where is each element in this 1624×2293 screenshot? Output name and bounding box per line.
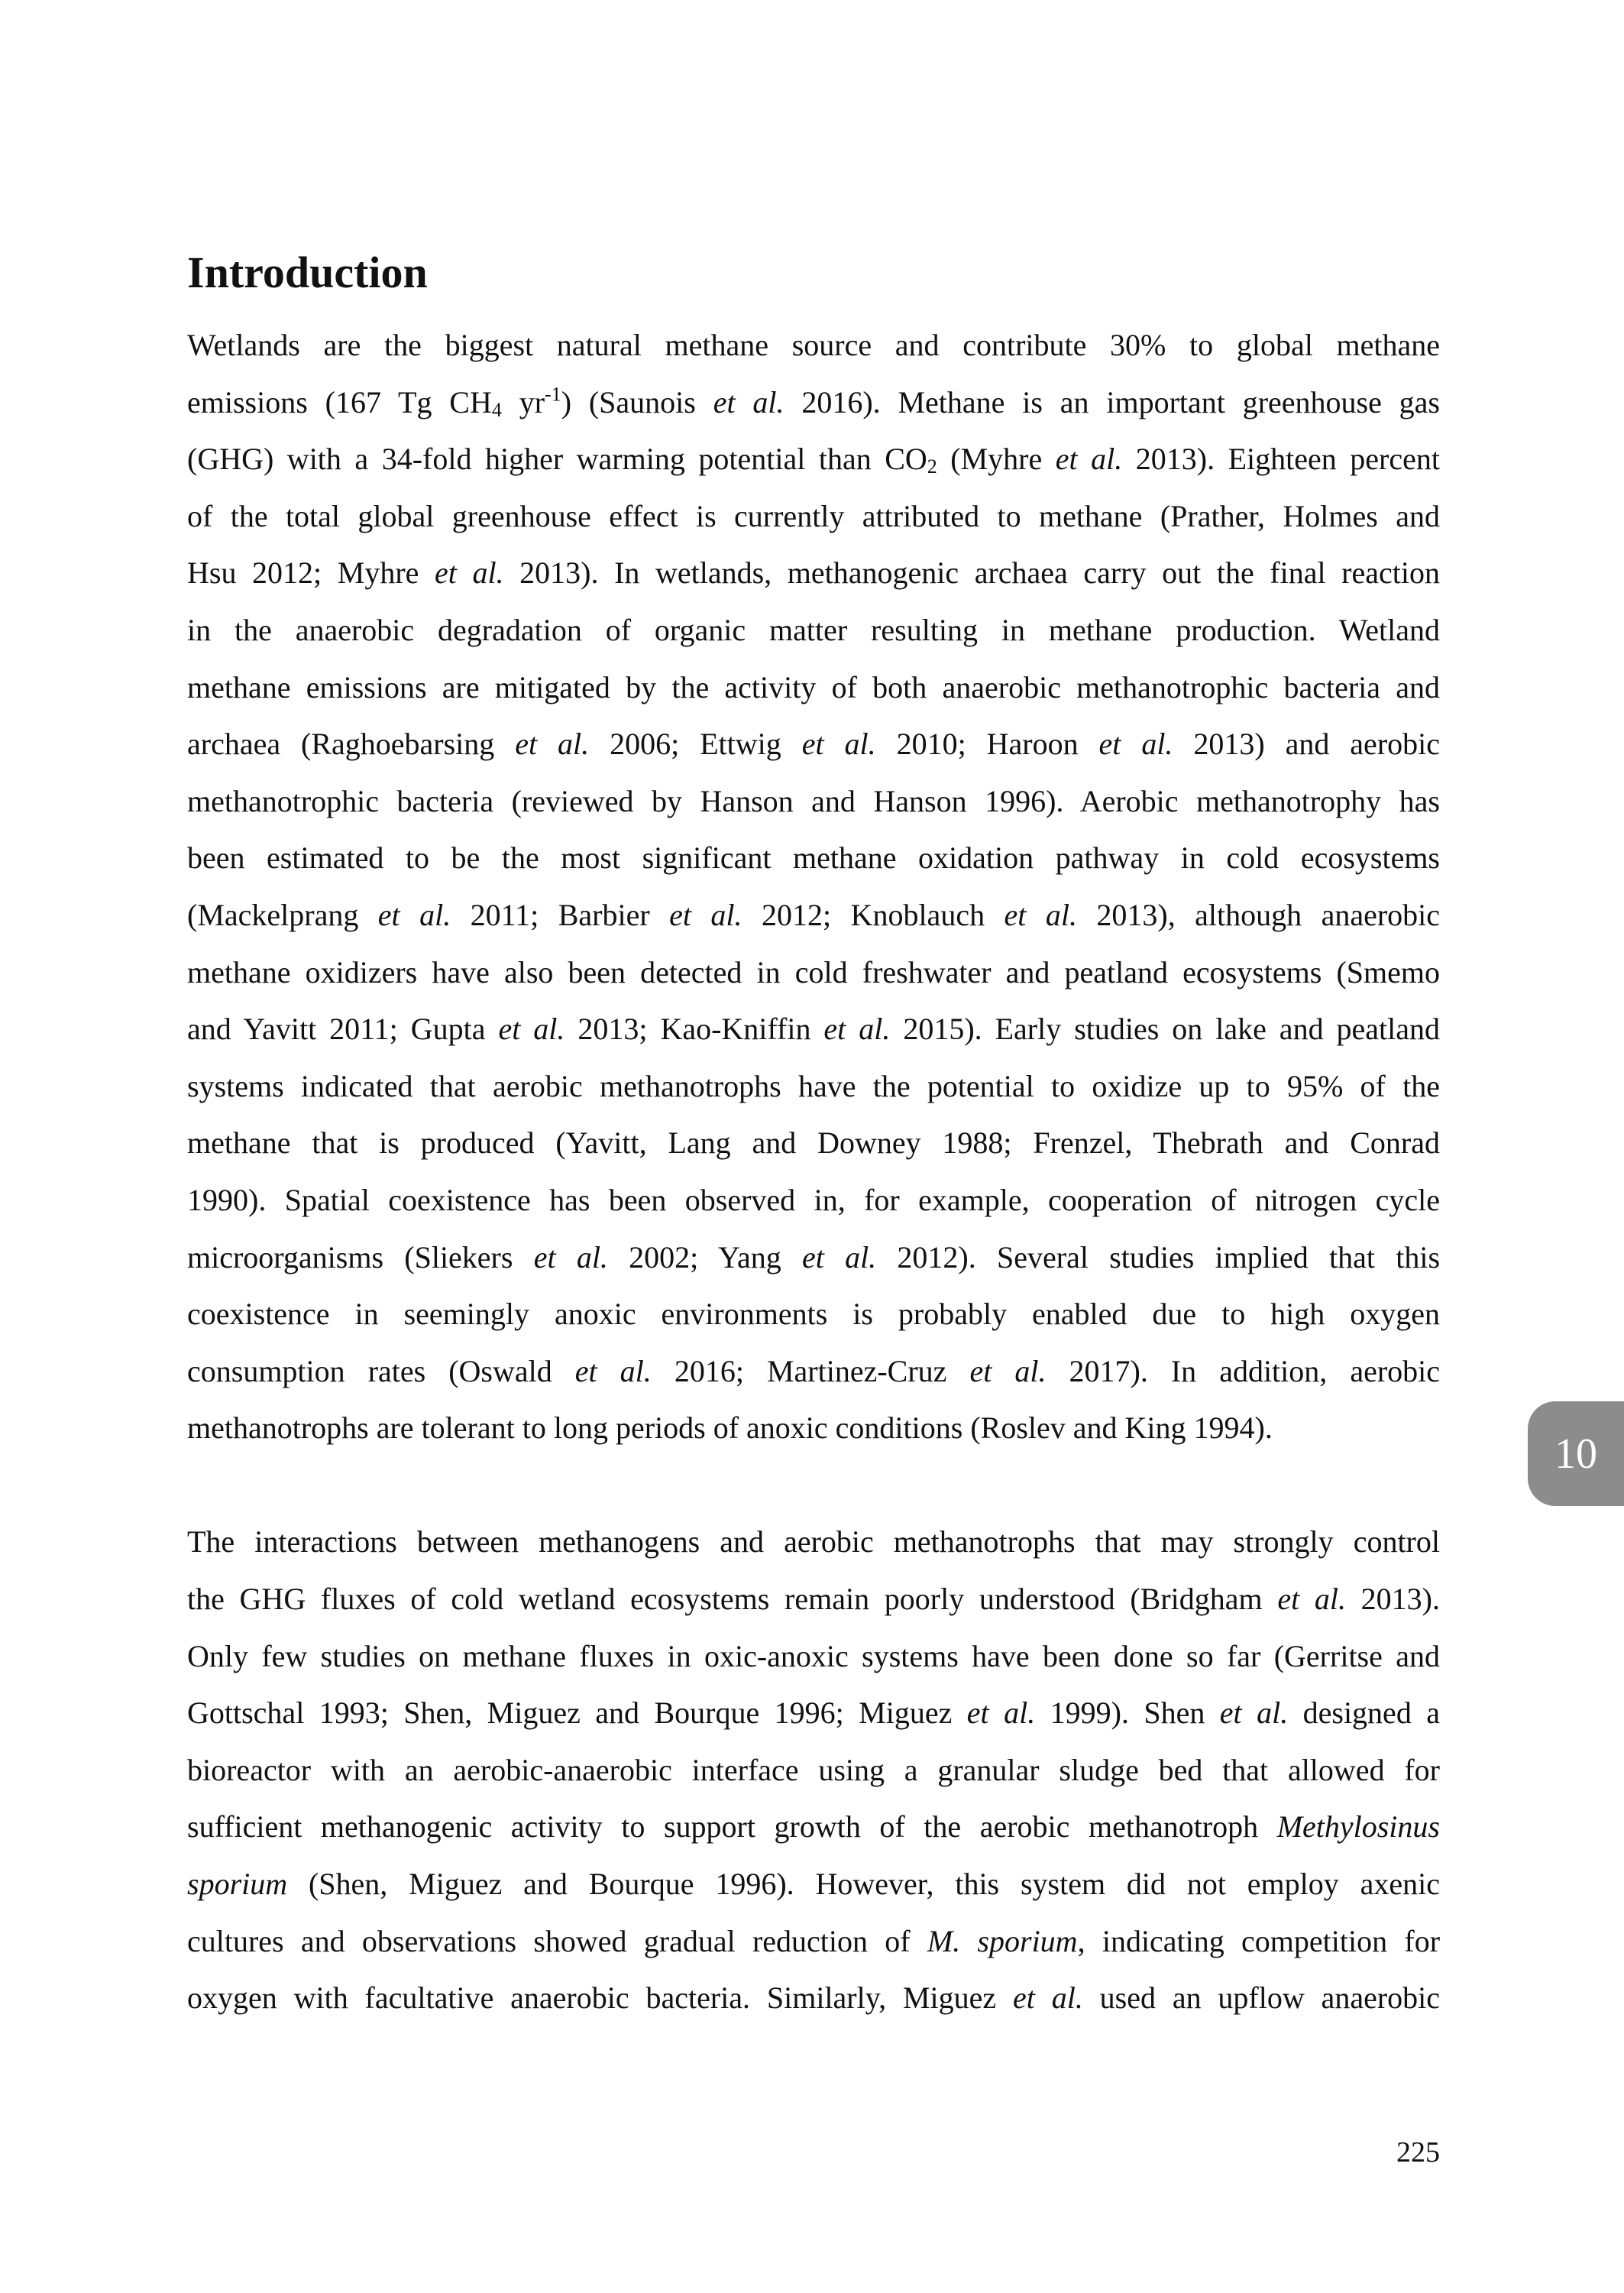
text-run: 1999). Shen — [1035, 1695, 1220, 1731]
superscript: -1 — [545, 383, 561, 405]
text-line — [187, 773, 1440, 831]
text-run: oxygen with facultative anaerobic bacteria. Similarly, Miguez — [187, 1980, 1013, 2016]
subscript: 4 — [491, 398, 502, 421]
italic-text: et al. — [434, 555, 504, 591]
text-line — [187, 1799, 1440, 1856]
italic-text: Methylosinus — [1276, 1809, 1440, 1844]
text-line — [187, 1286, 1440, 1343]
text-line — [187, 1685, 1440, 1742]
text-run: 2013). — [1346, 1582, 1440, 1617]
text-run: used an upflow anaerobic — [1082, 1980, 1440, 2016]
italic-text: et al. — [801, 727, 876, 762]
paragraph — [187, 1514, 1440, 2026]
text-run: cultures and observations showed gradual reduction of — [187, 1923, 927, 1958]
text-run: yr — [501, 384, 545, 419]
text-run: designed a — [1288, 1695, 1440, 1731]
italic-text: et al. — [1004, 897, 1077, 932]
text-run: consumption rates (Oswald — [187, 1353, 575, 1388]
text-run: the GHG fluxes of cold wetland ecosystems remain poorly understood (Bridgham — [187, 1582, 1278, 1617]
italic-text: et al. — [969, 1353, 1047, 1388]
text-run: 2006; Ettwig — [589, 727, 802, 762]
text-run: and Yavitt 2011; Gupta — [187, 1012, 499, 1047]
italic-text: et al. — [1277, 1582, 1346, 1617]
text-line — [187, 659, 1440, 717]
italic-text: et al. — [669, 897, 742, 932]
text-run: bioreactor with an aerobic-anaerobic interface using a granular sludge bed that allowed for — [187, 1752, 1440, 1787]
text-run: coexistence in seemingly anoxic environments is probably enabled due to high oxygen — [187, 1297, 1440, 1332]
text-line — [187, 1343, 1440, 1401]
text-run: 2013), although anaerobic — [1076, 897, 1440, 932]
paragraph — [187, 317, 1440, 1457]
text-run: methane emissions are mitigated by the activity of both anaerobic methanotrophic bacteria and — [187, 669, 1440, 704]
text-run: (Mackelprang — [187, 897, 378, 932]
text-run: 2013). In wetlands, methanogenic archaea carry out the final reaction — [503, 555, 1440, 591]
text-run: Hsu 2012; Myhre — [187, 555, 435, 591]
text-run: been estimated to be the most significant methane oxidation pathway in cold ecosystems — [187, 840, 1440, 876]
text-run: methanotrophic bacteria (reviewed by Hanson and Hanson 1996). Aerobic methanotrophy has — [187, 783, 1440, 818]
text-line — [187, 1229, 1440, 1287]
text-line — [187, 830, 1440, 887]
text-run: emissions (167 Tg CH — [187, 384, 492, 419]
italic-text: et al. — [1013, 1980, 1083, 2016]
text-run: 2015). Early studies on lake and peatland — [890, 1012, 1440, 1047]
page-number: 225 — [1396, 2136, 1440, 2168]
text-line — [187, 602, 1440, 659]
text-line — [187, 1172, 1440, 1229]
text-run: 2016). Methane is an important greenhouse gas — [784, 384, 1440, 419]
text-run: 2011; Barbier — [451, 897, 670, 932]
text-run: , indicating competition for — [1077, 1923, 1440, 1958]
italic-text: et al. — [377, 897, 451, 932]
italic-text: M. sporium — [927, 1923, 1078, 1958]
text-run: in the anaerobic degradation of organic matter resulting in methane production. Wetland — [187, 612, 1440, 647]
text-run: 2010; Haroon — [875, 727, 1099, 762]
italic-text: et al. — [966, 1695, 1036, 1731]
text-run: Gottschal 1993; Shen, Miguez and Bourque 1996; Miguez — [187, 1695, 967, 1731]
text-line — [187, 1856, 1440, 1913]
italic-text: et al. — [498, 1012, 565, 1047]
text-line — [187, 887, 1440, 944]
text-run: 2012). Several studies implied that this — [876, 1239, 1440, 1274]
text-run: 2013). Eighteen percent — [1122, 442, 1440, 477]
text-run: ) (Saunois — [561, 384, 713, 419]
text-run: 2002; Yang — [607, 1239, 802, 1274]
text-run: 1990). Spatial coexistence has been observed in, for example, cooperation of nitrogen cycle — [187, 1182, 1440, 1217]
text-line — [187, 1514, 1440, 1571]
section-heading: Introduction — [187, 248, 428, 297]
text-line — [187, 431, 1440, 488]
italic-text: et al. — [801, 1239, 877, 1274]
italic-text: et al. — [574, 1353, 652, 1388]
text-line — [187, 1628, 1440, 1686]
text-run: 2016; Martinez-Cruz — [651, 1353, 970, 1388]
text-run: (GHG) with a 34-fold higher warming potential than CO — [187, 442, 927, 477]
text-line — [187, 1058, 1440, 1116]
text-line — [187, 1913, 1440, 1971]
text-run: methanotrophs are tolerant to long periods of anoxic conditions (Roslev and King 1994). — [187, 1410, 1273, 1446]
text-run: microorganisms (Sliekers — [187, 1239, 534, 1274]
text-line — [187, 488, 1440, 546]
text-line — [187, 1001, 1440, 1058]
text-line — [187, 716, 1440, 773]
text-run: 2012; Knoblauch — [742, 897, 1004, 932]
italic-text: et al. — [713, 384, 785, 419]
text-run: methane oxidizers have also been detected in cold freshwater and peatland ecosystems (Smemo — [187, 954, 1440, 989]
italic-text: et al. — [1055, 442, 1123, 477]
text-line — [187, 944, 1440, 1002]
text-run: methane that is produced (Yavitt, Lang and Downey 1988; Frenzel, Thebrath and Conrad — [187, 1125, 1440, 1161]
text-run: (Myhre — [937, 442, 1056, 477]
text-run: The interactions between methanogens and aerobic methanotrophs that may strongly control — [187, 1524, 1440, 1559]
text-run: (Shen, Miguez and Bourque 1996). However, this system did not employ axenic — [287, 1867, 1440, 1902]
text-run: systems indicated that aerobic methanotrophs have the potential to oxidize up to 95% of the — [187, 1068, 1440, 1103]
text-run: Only few studies on methane fluxes in oxic-anoxic systems have been done so far (Gerritse and — [187, 1638, 1440, 1673]
text-line — [187, 1571, 1440, 1628]
text-line — [187, 374, 1440, 432]
text-line — [187, 545, 1440, 602]
text-line — [187, 1115, 1440, 1172]
italic-text: et al. — [515, 727, 590, 762]
text-run: 2017). In addition, aerobic — [1046, 1353, 1440, 1388]
text-line — [187, 1742, 1440, 1799]
text-run: 2013; Kao-Kniffin — [565, 1012, 824, 1047]
chapter-tab: 10 — [1528, 1401, 1624, 1506]
subscript: 2 — [927, 455, 937, 478]
italic-text: et al. — [533, 1239, 608, 1274]
text-run: of the total global greenhouse effect is currently attributed to methane (Prather, Holmes and — [187, 498, 1440, 533]
italic-text: et al. — [1098, 727, 1173, 762]
italic-text: et al. — [1219, 1695, 1289, 1731]
body-text — [187, 317, 1440, 2084]
italic-text: et al. — [823, 1012, 891, 1047]
text-run: Wetlands are the biggest natural methane source and contribute 30% to global methane — [187, 328, 1440, 362]
text-run: archaea (Raghoebarsing — [187, 727, 516, 762]
text-line — [187, 1400, 1440, 1457]
text-line — [187, 317, 1440, 374]
italic-text: sporium — [187, 1867, 288, 1902]
text-line — [187, 1970, 1440, 2027]
text-run: sufficient methanogenic activity to support growth of the aerobic methanotroph — [187, 1809, 1277, 1844]
text-run: 2013) and aerobic — [1173, 727, 1440, 762]
